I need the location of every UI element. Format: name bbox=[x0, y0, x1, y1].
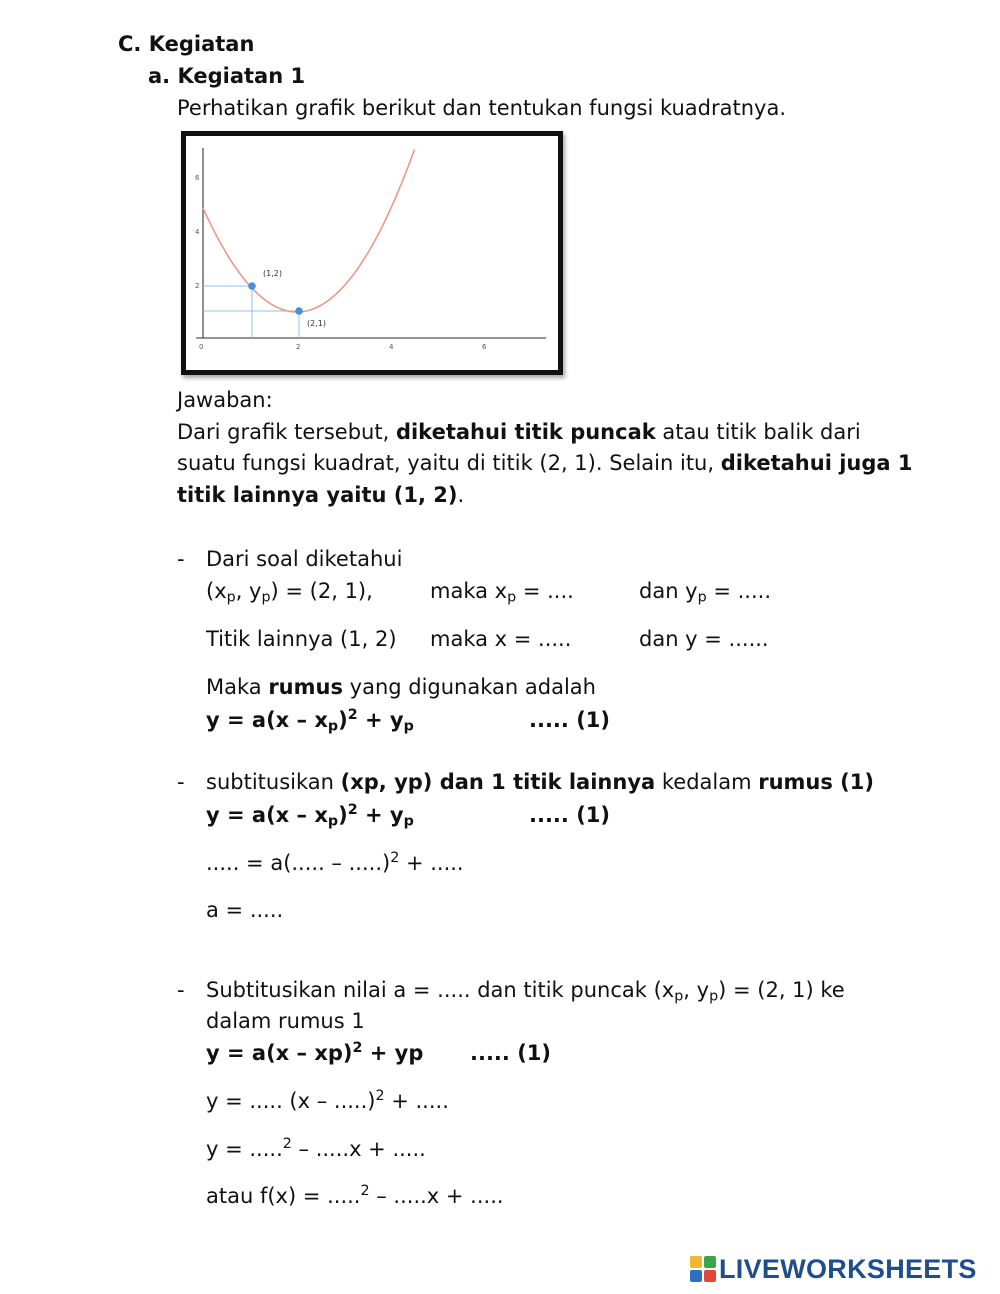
answer-text: atau titik balik dari bbox=[655, 420, 861, 444]
answer-bold: titik lainnya yaitu (1, 2) bbox=[177, 483, 458, 507]
text: – .....x + ..... bbox=[291, 1137, 426, 1161]
text: , y bbox=[683, 978, 710, 1002]
superscript: 2 bbox=[360, 1183, 370, 1200]
subscript: p bbox=[327, 718, 339, 735]
section-letter: C. bbox=[118, 32, 142, 56]
step3-line2 bbox=[206, 1137, 426, 1161]
subscript: p bbox=[226, 589, 236, 606]
point-2-1 bbox=[295, 307, 303, 315]
point-label-1: (1,2) bbox=[263, 269, 282, 278]
logo-mark-icon bbox=[690, 1256, 716, 1282]
step1-maka-x: maka x = ..... bbox=[430, 627, 572, 651]
instruction-text: Perhatikan grafik berikut dan tentukan fungsi kuadratnya. bbox=[177, 96, 787, 120]
text: ) = (2, 1) ke bbox=[718, 978, 845, 1002]
step3-text-line2: dalam rumus 1 bbox=[206, 1009, 365, 1033]
step3-line3 bbox=[206, 1184, 504, 1208]
step3-line1 bbox=[206, 1089, 449, 1113]
answer-bold: diketahui juga 1 bbox=[720, 451, 913, 475]
bold-text: rumus (1) bbox=[758, 770, 874, 794]
text: – .....x + ..... bbox=[369, 1184, 504, 1208]
activity-title: Kegiatan 1 bbox=[177, 64, 306, 88]
text: y = a(x – xp) bbox=[206, 1041, 353, 1065]
text: , y bbox=[235, 579, 262, 603]
superscript: 2 bbox=[352, 1040, 363, 1057]
text: atau f(x) = ..... bbox=[206, 1184, 361, 1208]
text: Subtitusikan nilai a = ..... dan titik puncak (x bbox=[206, 978, 675, 1002]
x-tick-4: 4 bbox=[389, 343, 394, 351]
activity-letter: a. bbox=[148, 64, 171, 88]
logo-square bbox=[690, 1270, 702, 1282]
answer-text: suatu fungsi kuadrat, yaitu di titik (2, 1). Selain itu, bbox=[177, 451, 721, 475]
step3-text bbox=[206, 978, 845, 1005]
step2-line2: a = ..... bbox=[206, 898, 284, 922]
text: kedalam bbox=[655, 770, 759, 794]
text: (x bbox=[206, 579, 227, 603]
quadratic-graph bbox=[181, 131, 563, 375]
superscript: 2 bbox=[375, 1088, 385, 1105]
point-label-2: (2,1) bbox=[307, 319, 326, 328]
text: + ..... bbox=[399, 851, 464, 875]
superscript: 2 bbox=[347, 707, 358, 724]
subscript: p bbox=[709, 988, 719, 1005]
y-tick-4: 4 bbox=[195, 228, 200, 236]
text: y = ..... bbox=[206, 1137, 283, 1161]
step2-dash: - bbox=[177, 770, 185, 794]
subscript: p bbox=[327, 813, 339, 830]
text: ..... = a(..... – .....) bbox=[206, 851, 391, 875]
step1-maka-xp bbox=[430, 579, 574, 606]
text: = .... bbox=[516, 579, 574, 603]
x-tick-2: 2 bbox=[296, 343, 301, 351]
step1-formula-tag: ..... (1) bbox=[529, 708, 611, 732]
answer-text: . bbox=[457, 483, 465, 507]
answer-line-3 bbox=[177, 483, 464, 507]
step2-line1 bbox=[206, 851, 464, 875]
bold-text: (xp, yp) dan 1 titik lainnya bbox=[340, 770, 656, 794]
text: = ..... bbox=[706, 579, 772, 603]
x-tick-0: 0 bbox=[199, 343, 204, 351]
superscript: 2 bbox=[347, 802, 358, 819]
answer-text: Dari grafik tersebut, bbox=[177, 420, 396, 444]
subscript: p bbox=[261, 589, 271, 606]
subscript: p bbox=[697, 589, 707, 606]
answer-line-1 bbox=[177, 420, 861, 444]
graph-svg bbox=[186, 136, 548, 360]
text: y = a(x – x bbox=[206, 708, 328, 732]
subscript: p bbox=[674, 988, 684, 1005]
text: ) bbox=[338, 708, 348, 732]
text: subtitusikan bbox=[206, 770, 341, 794]
text: yang digunakan adalah bbox=[342, 675, 596, 699]
step1-other-point: Titik lainnya (1, 2) bbox=[206, 627, 397, 651]
answer-bold: diketahui titik puncak bbox=[395, 420, 656, 444]
text: dan y bbox=[639, 579, 698, 603]
step1-rumus-text bbox=[206, 675, 596, 699]
text: maka x bbox=[430, 579, 508, 603]
step1-dash: - bbox=[177, 547, 185, 571]
step2-text bbox=[206, 770, 874, 794]
superscript: 2 bbox=[390, 850, 400, 867]
subscript: p bbox=[403, 813, 414, 830]
logo-square bbox=[690, 1256, 702, 1268]
text: y = ..... (x – .....) bbox=[206, 1089, 376, 1113]
step1-formula bbox=[206, 707, 414, 735]
logo-text: LIVEWORKSHEETS bbox=[719, 1253, 977, 1284]
superscript: 2 bbox=[282, 1136, 292, 1153]
logo-square bbox=[704, 1256, 716, 1268]
step3-formula bbox=[206, 1041, 423, 1065]
y-tick-2: 2 bbox=[195, 282, 200, 290]
x-tick-6: 6 bbox=[482, 343, 487, 351]
bold-text: rumus bbox=[268, 675, 343, 699]
logo-square bbox=[704, 1270, 716, 1282]
parabola-curve bbox=[203, 150, 415, 313]
text: + yp bbox=[362, 1041, 424, 1065]
step3-dash: - bbox=[177, 978, 185, 1002]
text: + ..... bbox=[384, 1089, 449, 1113]
step1-vertex bbox=[206, 579, 373, 606]
activity-heading bbox=[148, 64, 305, 88]
step3-formula-tag: ..... (1) bbox=[470, 1041, 552, 1065]
answer-line-2 bbox=[177, 451, 913, 475]
step1-intro: Dari soal diketahui bbox=[206, 547, 403, 571]
text: + y bbox=[357, 803, 404, 827]
subscript: p bbox=[403, 718, 414, 735]
text: y = a(x – x bbox=[206, 803, 328, 827]
step2-formula bbox=[206, 802, 414, 830]
step1-dan-yp bbox=[639, 579, 772, 606]
text: + y bbox=[357, 708, 404, 732]
subscript: p bbox=[507, 589, 517, 606]
text: Maka bbox=[206, 675, 269, 699]
text: ) bbox=[338, 803, 348, 827]
section-title: Kegiatan bbox=[148, 32, 255, 56]
y-tick-6: 6 bbox=[195, 174, 200, 182]
step1-dan-y: dan y = ...... bbox=[639, 627, 769, 651]
section-heading bbox=[118, 32, 254, 56]
step2-formula-tag: ..... (1) bbox=[529, 803, 611, 827]
liveworksheets-logo bbox=[690, 1254, 977, 1284]
point-1-2 bbox=[248, 282, 256, 290]
text: ) = (2, 1), bbox=[270, 579, 373, 603]
answer-heading: Jawaban: bbox=[177, 388, 273, 412]
